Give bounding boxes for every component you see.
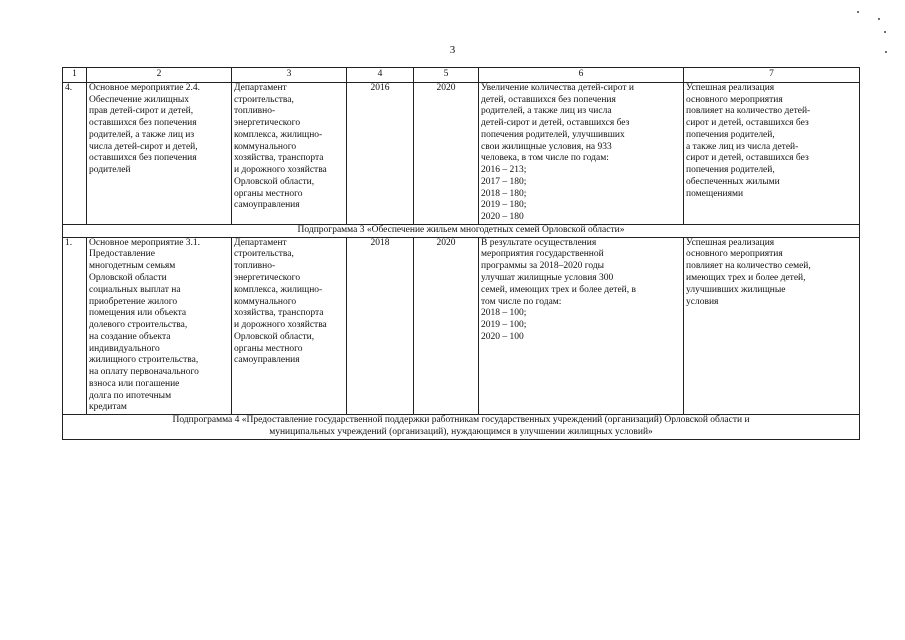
table-row (63, 237, 860, 414)
executor-cell: Департамент строительства, топливно- энергетического комплекса, жилищно- коммунального хозяйства, транспорта и дорожного хозяйства Орловской области, органы местного самоуправления (232, 82, 347, 224)
subprogram-row (63, 224, 860, 237)
end-year: 2020 (414, 237, 479, 414)
page-number: 3 (449, 44, 456, 56)
impact-cell: Успешная реализация основного мероприятия повлияет на количество детей- сирот и детей, оставшихся без попечения родителей, а также лиц из числа детей- сирот и детей, оставшихся без попечения родителей, обеспеченных жилыми помещениями (684, 82, 860, 224)
measure-cell: Основное мероприятие 3.1. Предоставление многодетным семьям Орловской области социальных выплат на приобретение жилого помещения или объекта долевого строительства, на создание объекта индивидуального жилищного строительства, на оплату первоначального взноса или погашение долга по ипотечным кредитам (87, 237, 232, 414)
end-year: 2020 (414, 82, 479, 224)
start-year: 2018 (347, 237, 414, 414)
column-number: 5 (414, 68, 479, 83)
column-number: 7 (684, 68, 860, 83)
table-row (63, 82, 860, 224)
start-year: 2016 (347, 82, 414, 224)
program-measures-table (62, 67, 860, 440)
impact-cell: Успешная реализация основного мероприятия повлияет на количество семей, имеющих трех и более детей, улучшивших жилищные условия (684, 237, 860, 414)
column-number: 3 (232, 68, 347, 83)
row-number: 4. (63, 82, 87, 224)
column-number: 2 (87, 68, 232, 83)
subprogram-3-heading: Подпрограмма 3 «Обеспечение жильем многодетных семей Орловской области» (63, 224, 860, 237)
scan-speck (857, 11, 859, 13)
scan-speck (878, 18, 880, 20)
scan-speck (884, 31, 886, 33)
subprogram-row (63, 415, 860, 440)
column-number: 1 (63, 68, 87, 83)
subprogram-4-heading: Подпрограмма 4 «Предоставление государственной поддержки работникам государственных учреждений (организаций) Орловской области и муниципальных учреждений (организаций), нуждающимся в улучшении жилищных условий» (63, 415, 860, 440)
measure-cell: Основное мероприятие 2.4. Обеспечение жилищных прав детей-сирот и детей, оставшихся без попечения родителей, а также лиц из числа детей-сирот и детей, оставшихся без попечения родителей (87, 82, 232, 224)
result-cell: В результате осуществления мероприятия государственной программы за 2018–2020 годы улучшат жилищные условия 300 семей, имеющих трех и более детей, в том числе по годам: 2018 – 100; 2019 – 100; 2020 – 100 (479, 237, 684, 414)
row-number: 1. (63, 237, 87, 414)
column-number: 4 (347, 68, 414, 83)
result-cell: Увеличение количества детей-сирот и детей, оставшихся без попечения родителей, а также лиц из числа детей-сирот и детей, оставшихся без попечения родителей, улучшивших свои жилищные условия, на 933 человека, в том числе по годам: 2016 – 213; 2017 – 180; 2018 – 180; 2019 – 180; 2020 – 180 (479, 82, 684, 224)
column-number: 6 (479, 68, 684, 83)
column-number-row (63, 68, 860, 83)
executor-cell: Департамент строительства, топливно- энергетического комплекса, жилищно- коммунального хозяйства, транспорта и дорожного хозяйства Орловской области, органы местного самоуправления (232, 237, 347, 414)
